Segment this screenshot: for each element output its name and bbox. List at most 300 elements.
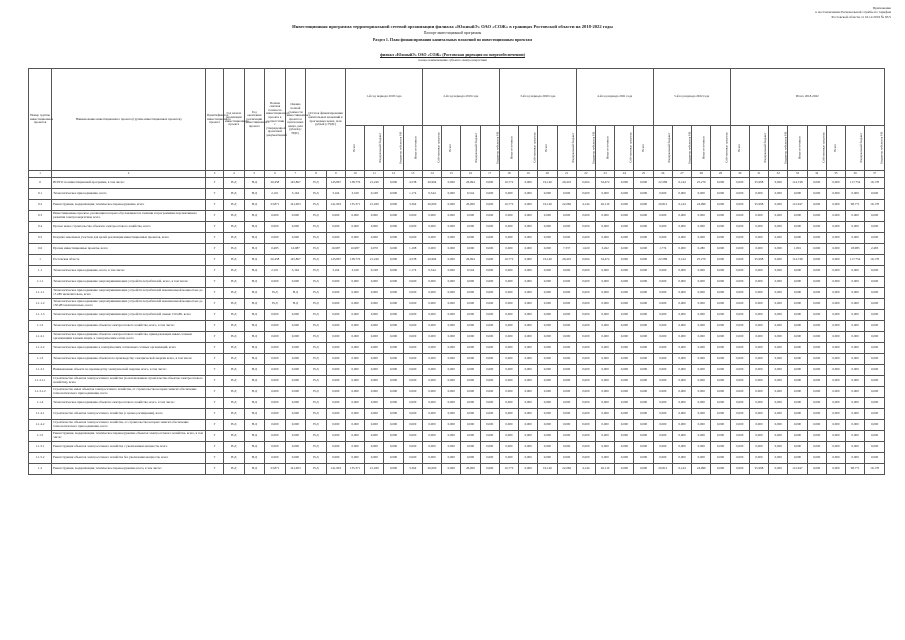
table-row	[29, 244, 885, 255]
column-number: 6	[265, 171, 286, 178]
row-name: Строительство объектов электросетевого хозяйства (за исключением строительства объектов электросетевого хозяйства), всего	[52, 376, 206, 387]
row-value: 0,000	[653, 189, 672, 200]
row-value: 0,000	[826, 354, 845, 365]
row-value: 0,000	[692, 442, 711, 453]
header-sub	[461, 126, 480, 171]
row-value: 0,000	[461, 288, 480, 299]
row-value: Н.Д	[224, 266, 245, 277]
row-indicator: Г	[206, 266, 224, 277]
row-number: 1.1.3	[29, 354, 52, 365]
header-sub-label: Бюджеты субъектов РФ	[783, 131, 788, 165]
row-value: 0,000	[345, 211, 364, 222]
row-value: 3,364	[403, 464, 422, 475]
row-value: 0,000	[422, 354, 441, 365]
header-sub-label: Собственные средства	[724, 132, 729, 164]
row-value: 0,000	[865, 233, 885, 244]
row-value: Н.Д	[224, 310, 245, 321]
row-number: 1.1	[29, 266, 52, 277]
row-value: 0,000	[807, 453, 826, 464]
column-number: 18	[499, 171, 518, 178]
row-value: 0,000	[285, 354, 306, 365]
row-value: 0,000	[265, 431, 286, 442]
row-value: Н.Д	[244, 409, 265, 420]
header-sub	[730, 126, 749, 171]
header-sub	[846, 126, 865, 171]
row-value: 0,000	[807, 409, 826, 420]
header-sub-label: Всего	[640, 144, 645, 152]
row-value: 0,000	[615, 343, 634, 354]
row-value: 0,000	[519, 332, 538, 343]
row-value: 141,903	[285, 200, 306, 211]
row-number: 1.1.2	[29, 321, 52, 332]
row-value: 0,000	[557, 354, 576, 365]
row-value: 0,000	[285, 310, 306, 321]
row-value: Н.Д	[244, 233, 265, 244]
row-value: 0,000	[865, 409, 885, 420]
row-value: 0,000	[749, 387, 768, 398]
row-value: 0,000	[345, 222, 364, 233]
row-value: 0,000	[595, 453, 614, 464]
row-value: 0,000	[461, 244, 480, 255]
row-value: 0,000	[403, 365, 422, 376]
row-value: 26,458	[265, 255, 286, 266]
row-value: 0,000	[422, 431, 441, 442]
header-fixed-6: Оценка полной стоимости инвестиционного проекта в прогнозных ценах, млн рублей (с НДС)	[285, 69, 306, 171]
document-title: Инвестиционная программа территориальной сетевой организации филиала «ЮжныйЭ» ОАО «СОЖ» в границах Ростовской области на 2018-2022 годы	[292, 24, 613, 29]
row-value: 0,000	[846, 310, 865, 321]
row-value: 0,000	[285, 277, 306, 288]
row-value: 0,000	[595, 398, 614, 409]
row-value: Н.Д	[224, 464, 245, 475]
row-name: Реконструкция объектов электросетевого хозяйства без увеличения мощности, всего	[52, 453, 206, 464]
row-value: 0,000	[672, 431, 691, 442]
row-value: 0,000	[615, 266, 634, 277]
row-value: 0,000	[576, 376, 595, 387]
row-value: 0,000	[422, 387, 441, 398]
row-value: 117,754	[846, 255, 865, 266]
row-value: 0,000	[826, 200, 845, 211]
row-value: 0,000	[285, 222, 306, 233]
row-name: Технологическое присоединение энергопринимающих устройств потребителей, всего, в том числе:	[52, 277, 206, 288]
row-value: 138,776	[345, 178, 364, 189]
row-value: 0,000	[692, 365, 711, 376]
row-value: 0,000	[788, 343, 807, 354]
header-sub	[442, 126, 461, 171]
row-value: 25,998	[749, 464, 768, 475]
row-value: 0,000	[595, 266, 614, 277]
row-value: Н.Д	[265, 299, 286, 310]
row-value: 0,000	[519, 288, 538, 299]
row-value: 0,000	[749, 233, 768, 244]
row-value: 0,000	[576, 409, 595, 420]
row-value: 0,000	[461, 343, 480, 354]
row-value: 0,000	[384, 453, 403, 464]
row-value: 0,000	[846, 442, 865, 453]
row-value: 0,000	[557, 299, 576, 310]
row-value: 6,144	[672, 464, 691, 475]
header-sub-label: Иные источники	[509, 136, 514, 160]
row-value: 0,000	[692, 211, 711, 222]
row-value: 0,000	[538, 222, 557, 233]
row-value: 0,000	[711, 420, 730, 431]
row-indicator: Г	[206, 398, 224, 409]
row-value: 0,000	[672, 420, 691, 431]
row-value: 0,000	[422, 288, 441, 299]
row-value: 0,000	[730, 387, 749, 398]
row-name: Прочее новое строительство объектов электросетевого хозяйства, всего	[52, 222, 206, 233]
row-value: 0,000	[345, 420, 364, 431]
row-value: 0,000	[769, 233, 788, 244]
row-value: 0,000	[384, 376, 403, 387]
row-value: 0,000	[692, 299, 711, 310]
row-value: 0,168	[365, 266, 384, 277]
header-year-group-2: 3-й год периода 2020 года	[499, 69, 576, 126]
row-value: 0,000	[538, 376, 557, 387]
column-number: 31	[749, 171, 768, 178]
row-value: 0,000	[846, 343, 865, 354]
row-value: 0,000	[615, 365, 634, 376]
row-name: Строительство объектов электросетевого хозяйства (с целью расширения), всего	[52, 409, 206, 420]
header-sub	[557, 126, 576, 171]
row-value: 0,000	[403, 431, 422, 442]
row-value: 0,000	[480, 200, 499, 211]
row-value: 0,000	[711, 178, 730, 189]
row-indicator: Г	[206, 244, 224, 255]
column-number: 11	[365, 171, 384, 178]
row-value: 0,000	[538, 310, 557, 321]
row-value: 0,000	[461, 299, 480, 310]
row-value: 0,000	[730, 288, 749, 299]
row-value: 0,000	[769, 365, 788, 376]
row-value: 0,000	[365, 343, 384, 354]
row-value: 0,000	[865, 189, 885, 200]
row-value: 0,000	[672, 442, 691, 453]
row-value: 22,082	[557, 200, 576, 211]
row-value: 0,000	[499, 376, 518, 387]
header-sub	[384, 126, 403, 171]
row-value: 0,000	[749, 354, 768, 365]
row-value: 0,000	[653, 310, 672, 321]
row-value: 0,000	[711, 288, 730, 299]
row-value: 0,000	[672, 266, 691, 277]
row-value: 0,000	[672, 409, 691, 420]
row-value: 0,000	[365, 376, 384, 387]
row-value: 0,000	[615, 211, 634, 222]
row-value: 0,000	[615, 244, 634, 255]
row-value: 0,000	[499, 442, 518, 453]
row-value: 0,000	[557, 409, 576, 420]
row-value: 0,000	[615, 442, 634, 453]
row-value: Н.Д	[306, 299, 327, 310]
row-value: 0,000	[461, 211, 480, 222]
row-name: Технологическое присоединение энергопринимающих устройств потребителей максимальной мощностью до 15 кВт включительно, всего	[52, 288, 206, 299]
row-value: 0,000	[615, 255, 634, 266]
row-value: Н.Д	[224, 431, 245, 442]
row-value: 0,000	[846, 354, 865, 365]
row-name: Реконструкция, модернизация, техническое перевооружение всего, в том числе:	[52, 464, 206, 475]
row-value: Н.Д	[244, 332, 265, 343]
row-value: Н.Д	[244, 442, 265, 453]
row-value: 21,240	[365, 255, 384, 266]
row-value: 0,000	[519, 365, 538, 376]
row-value: 0,000	[422, 398, 441, 409]
row-value: 0,000	[653, 420, 672, 431]
table-row	[29, 233, 885, 244]
row-value: 0,000	[769, 244, 788, 255]
row-value: 0,000	[422, 442, 441, 453]
row-value: 0,000	[788, 266, 807, 277]
row-value: 19,140	[538, 178, 557, 189]
row-value: 0,000	[595, 409, 614, 420]
row-value: Н.Д	[244, 343, 265, 354]
row-value: Н.Д	[244, 310, 265, 321]
row-value: 0,000	[365, 365, 384, 376]
row-value: 0,000	[595, 233, 614, 244]
row-value: 0,000	[826, 431, 845, 442]
header-year-group-4: 5-й год периода 2022 года	[653, 69, 730, 126]
row-value: 0,000	[345, 376, 364, 387]
row-value: 0,000	[461, 277, 480, 288]
row-value: 0,000	[826, 365, 845, 376]
row-number: 1.2	[29, 464, 52, 475]
row-value: 0,000	[769, 277, 788, 288]
row-value: 0,000	[365, 431, 384, 442]
row-indicator: Г	[206, 277, 224, 288]
row-value: Н.Д	[306, 178, 327, 189]
table-row	[29, 255, 885, 266]
row-value: 0,000	[634, 288, 653, 299]
row-value: Н.Д	[224, 442, 245, 453]
row-value: 0,000	[519, 354, 538, 365]
row-value: 0,000	[384, 365, 403, 376]
row-value: 0,000	[442, 343, 461, 354]
row-value: 0,000	[634, 266, 653, 277]
row-value: 0,000	[557, 233, 576, 244]
row-value: Н.Д	[244, 398, 265, 409]
row-value: 0,000	[846, 453, 865, 464]
row-value: 0,000	[865, 365, 885, 376]
row-value: 4,538	[403, 255, 422, 266]
row-value: 0,000	[519, 299, 538, 310]
row-value: 19,140	[538, 200, 557, 211]
row-value: 0,000	[480, 343, 499, 354]
row-value: 0,000	[711, 354, 730, 365]
row-value: 0,000	[692, 431, 711, 442]
row-value: 0,000	[499, 222, 518, 233]
row-value: 22,586	[653, 178, 672, 189]
row-value: Н.Д	[224, 277, 245, 288]
row-value: 0,000	[711, 211, 730, 222]
row-value: 0,000	[672, 310, 691, 321]
row-value: 0,000	[615, 354, 634, 365]
row-value: 0,000	[384, 343, 403, 354]
row-value: 0,000	[807, 233, 826, 244]
row-value: 20,812	[653, 464, 672, 475]
header-sub-label: Собственные средства	[628, 132, 633, 164]
row-value: 0,000	[519, 200, 538, 211]
header-fixed-4: Год окончания реализации инвестиционного проекта	[244, 69, 265, 171]
row-value: 0,000	[422, 321, 441, 332]
row-value: 2,483	[865, 244, 885, 255]
row-value: 0,000	[807, 277, 826, 288]
row-value: 135,371	[345, 200, 364, 211]
row-value: 0,000	[846, 266, 865, 277]
row-value: 145,867	[326, 178, 345, 189]
row-value: 0,000	[499, 387, 518, 398]
row-number: 1.1.4.1	[29, 409, 52, 420]
row-indicator: Г	[206, 343, 224, 354]
row-value: 0,000	[499, 310, 518, 321]
row-value: 0,000	[788, 310, 807, 321]
row-value: 0,000	[711, 233, 730, 244]
row-value: 112,947	[788, 200, 807, 211]
row-value: 0,000	[538, 387, 557, 398]
row-value: 0,000	[807, 464, 826, 475]
approval-note	[721, 6, 891, 19]
row-value: 0,000	[672, 453, 691, 464]
row-value: 0,000	[442, 288, 461, 299]
row-value: 0,000	[519, 387, 538, 398]
row-value: 0,000	[326, 453, 345, 464]
row-value: 0,000	[422, 376, 441, 387]
row-indicator: Г	[206, 387, 224, 398]
row-value: 0,000	[365, 442, 384, 453]
row-name: Технологическое присоединение объектов электросетевого хозяйства, принадлежащих иным сетевым организациям и иным лицам, к электрическим сетям, всего	[52, 332, 206, 343]
row-value: 0,000	[672, 211, 691, 222]
row-value: 0,000	[422, 299, 441, 310]
row-value: 0,000	[653, 409, 672, 420]
row-value: 0,000	[788, 277, 807, 288]
row-value: 0,000	[730, 178, 749, 189]
row-value: 0,000	[403, 288, 422, 299]
row-value: 0,000	[846, 376, 865, 387]
row-number: 1.1.3.1.2	[29, 387, 52, 398]
row-value: 0,000	[557, 431, 576, 442]
row-value: 0,000	[576, 233, 595, 244]
column-number: 15	[442, 171, 461, 178]
row-value: 0,000	[749, 343, 768, 354]
row-value: 0,000	[711, 332, 730, 343]
row-value: 0,000	[519, 321, 538, 332]
row-value: 0,000	[826, 321, 845, 332]
column-number: 37	[865, 171, 885, 178]
row-number: 1.1.3.1.1	[29, 376, 52, 387]
row-value: 0,000	[480, 277, 499, 288]
header-sub	[692, 126, 711, 171]
row-value: 0,000	[326, 398, 345, 409]
row-value: 0,000	[826, 442, 845, 453]
row-value: 0,000	[692, 398, 711, 409]
row-value: 0,000	[865, 211, 885, 222]
row-value: 0,000	[538, 211, 557, 222]
row-value: 0,000	[538, 420, 557, 431]
row-value: 1,174	[403, 266, 422, 277]
row-value: 0,000	[672, 321, 691, 332]
row-value: 0,000	[865, 288, 885, 299]
row-value: 0,000	[461, 420, 480, 431]
row-value: 0,000	[519, 244, 538, 255]
row-value: 26,000	[461, 200, 480, 211]
row-value: 0,000	[730, 222, 749, 233]
row-value: 0,000	[634, 321, 653, 332]
row-value: 0,000	[846, 332, 865, 343]
row-name: Технологическое присоединение энергопринимающих устройств потребителей свыше 150 кВт, всего	[52, 310, 206, 321]
row-value: 0,000	[557, 442, 576, 453]
table-row	[29, 310, 885, 321]
row-value: 18,983	[846, 244, 865, 255]
row-value: 0,000	[788, 453, 807, 464]
row-value: Н.Д	[285, 288, 306, 299]
header-sub-label: Бюджеты субъектов РФ	[687, 131, 692, 165]
organization-name: филиал «ЮжныйЭ» ОАО «СОЖ» (Ростовская дирекция по энергообеспечению)	[379, 52, 526, 57]
investment-plan-table	[28, 68, 885, 475]
header-sub-label: Всего	[544, 144, 549, 152]
row-value: 0,000	[595, 277, 614, 288]
row-value: 0,000	[365, 299, 384, 310]
row-value: 0,000	[442, 189, 461, 200]
row-value: 0,000	[538, 277, 557, 288]
row-value: 2,101	[265, 189, 286, 200]
row-value: 0,000	[442, 255, 461, 266]
row-value: 0,000	[538, 299, 557, 310]
row-value: 0,000	[634, 420, 653, 431]
row-value: 0,000	[557, 365, 576, 376]
row-value: 0,000	[615, 398, 634, 409]
row-value: 0,000	[653, 299, 672, 310]
row-value: 0,000	[846, 299, 865, 310]
row-number: 1	[29, 255, 52, 266]
row-value: 25,998	[749, 200, 768, 211]
row-value: 0,000	[865, 299, 885, 310]
row-value: 0,000	[557, 189, 576, 200]
row-value: Н.Д	[306, 277, 327, 288]
row-value: 0,000	[403, 211, 422, 222]
row-value: Н.Д	[244, 222, 265, 233]
row-value: 0,000	[865, 387, 885, 398]
row-value: 0,000	[634, 354, 653, 365]
row-value: 0,000	[769, 398, 788, 409]
row-value: 0,000	[461, 321, 480, 332]
row-value: Н.Д	[224, 299, 245, 310]
row-indicator: Г	[206, 409, 224, 420]
row-value: 19,178	[865, 464, 885, 475]
row-value: 34,472	[595, 255, 614, 266]
row-value: 0,000	[769, 332, 788, 343]
row-value: Н.Д	[244, 288, 265, 299]
row-value: 0,000	[634, 343, 653, 354]
row-value: 0,000	[692, 420, 711, 431]
row-value: 0,000	[519, 222, 538, 233]
row-value: 0,000	[442, 376, 461, 387]
row-value: 0,000	[634, 200, 653, 211]
row-value: 0,000	[519, 255, 538, 266]
header-sub	[826, 126, 845, 171]
row-number: 0.6	[29, 244, 52, 255]
row-value: 0,000	[826, 376, 845, 387]
row-value: 0,000	[345, 409, 364, 420]
row-indicator: Г	[206, 222, 224, 233]
row-value: 0,000	[749, 288, 768, 299]
row-indicator: Г	[206, 233, 224, 244]
table-row	[29, 288, 885, 299]
row-value: 0,000	[807, 288, 826, 299]
row-value: 0,000	[711, 398, 730, 409]
row-value: 0,000	[557, 420, 576, 431]
row-value: 0,000	[749, 365, 768, 376]
row-value: 0,000	[480, 387, 499, 398]
row-number: 1.1.3.1	[29, 365, 52, 376]
row-value: 0,000	[442, 420, 461, 431]
